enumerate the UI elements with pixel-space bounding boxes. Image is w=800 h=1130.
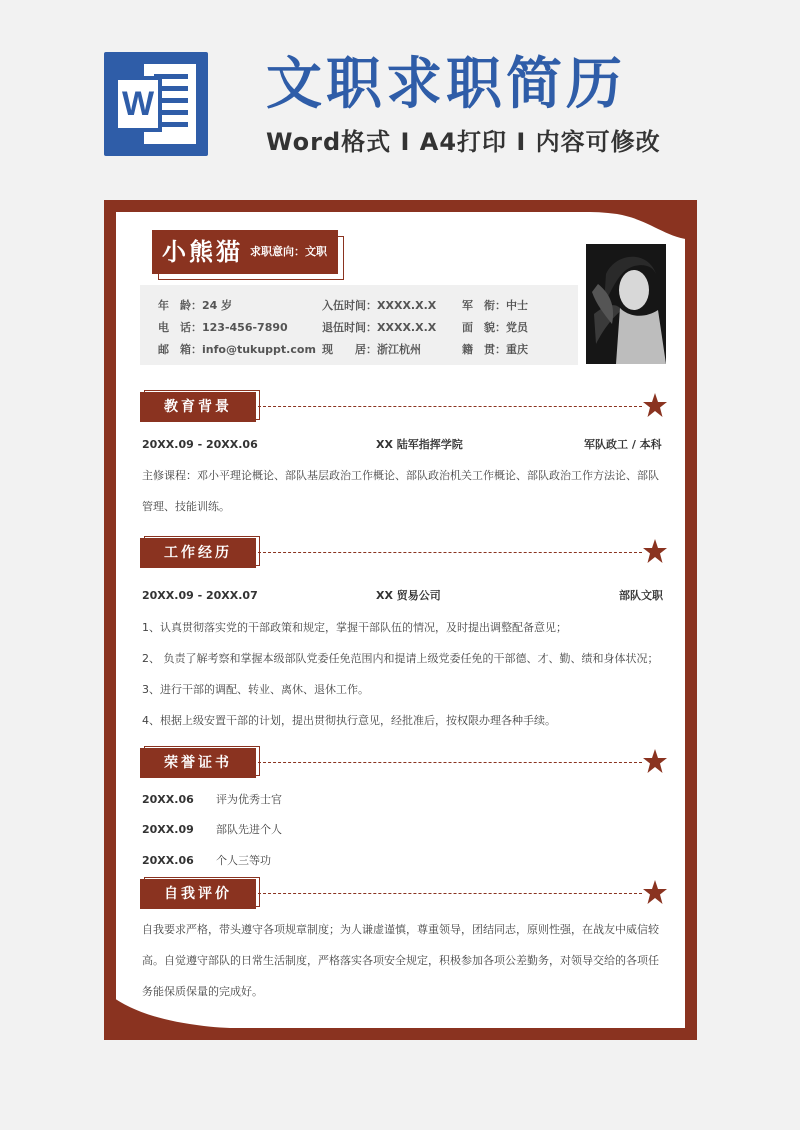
section-title: 荣誉证书 <box>140 748 256 778</box>
info-phone: 电 话：123-456-7890 <box>158 321 288 334</box>
profile-photo <box>586 244 666 364</box>
info-email: 邮 箱：info@tukuppt.com <box>158 343 316 356</box>
star-icon <box>642 748 668 774</box>
info-retire: 退伍时间：XXXX.X.X <box>322 321 437 334</box>
honor-date: 20XX.06 <box>142 854 194 867</box>
work-duty-2: 2、 负责了解考察和掌握本级部队党委任免范围内和提请上级党委任免的干部德、才、勤、绩和身体状况； <box>142 652 659 665</box>
edu-school: XX 陆军指挥学院 <box>376 438 463 451</box>
star-icon <box>642 538 668 564</box>
section-title: 教育背景 <box>140 392 256 422</box>
word-letter: W <box>114 76 162 132</box>
divider-dashed <box>258 552 642 553</box>
honor-text: 个人三等功 <box>216 854 271 867</box>
honor-text: 评为优秀士官 <box>216 793 282 806</box>
banner-subtitle: Word格式 I A4打印 I 内容可修改 <box>266 128 661 156</box>
work-period: 20XX.09 - 20XX.07 <box>142 589 258 602</box>
honor-date: 20XX.06 <box>142 793 194 806</box>
edu-courses: 主修课程：邓小平理论概论、部队基层政治工作概论、部队政治机关工作概论、部队政治工作方法论、部队管理、技能训练。 <box>142 469 659 513</box>
honor-date: 20XX.09 <box>142 823 194 836</box>
work-position: 部队文职 <box>619 589 663 602</box>
work-duty-1: 1、认真贯彻落实党的干部政策和规定，掌握干部队伍的情况，及时提出调整配备意见； <box>142 621 567 634</box>
work-duty-4: 4、根据上级安置干部的计划，提出贯彻执行意见，经批准后，按权限办理各种手续。 <box>142 714 556 727</box>
info-enlist: 入伍时间：XXXX.X.X <box>322 299 437 312</box>
info-residence: 现 居：浙江杭州 <box>322 343 421 356</box>
section-work-header <box>140 536 666 570</box>
work-duty-3: 3、进行干部的调配、转业、离休、退休工作。 <box>142 683 369 696</box>
job-intent: 求职意向：文职 <box>250 245 327 258</box>
divider-dashed <box>258 762 642 763</box>
star-icon <box>642 879 668 905</box>
section-honors-header <box>140 746 666 780</box>
self-eval-text: 自我要求严格，带头遵守各项规章制度；为人谦虚谨慎，尊重领导，团结同志，原则性强，在战友中威信较高。自觉遵守部队的日常生活制度，严格落实各项安全规定，积极参加各项公差勤务，对领导交给的各项任务能保质保量的完成好。 <box>142 923 659 998</box>
divider-dashed <box>258 893 642 894</box>
candidate-name: 小熊猫 <box>162 238 243 266</box>
info-politics: 面 貌：党员 <box>462 321 528 334</box>
section-title: 自我评价 <box>140 879 256 909</box>
work-company: XX 贸易公司 <box>376 589 441 602</box>
banner-title: 文职求职简历 <box>266 52 626 117</box>
corner-decoration-top-right <box>557 200 697 240</box>
star-icon <box>642 392 668 418</box>
name-plate <box>152 230 338 274</box>
section-self-eval-header <box>140 877 666 911</box>
word-icon <box>104 52 208 156</box>
divider-dashed <box>258 406 642 407</box>
info-rank: 军 衔：中士 <box>462 299 528 312</box>
section-title: 工作经历 <box>140 538 256 568</box>
honor-text: 部队先进个人 <box>216 823 282 836</box>
edu-period: 20XX.09 - 20XX.06 <box>142 438 258 451</box>
section-education-header <box>140 390 666 424</box>
info-native: 籍 贯：重庆 <box>462 343 528 356</box>
info-age: 年 龄：24 岁 <box>158 299 233 312</box>
edu-major: 军队政工 / 本科 <box>584 438 662 451</box>
